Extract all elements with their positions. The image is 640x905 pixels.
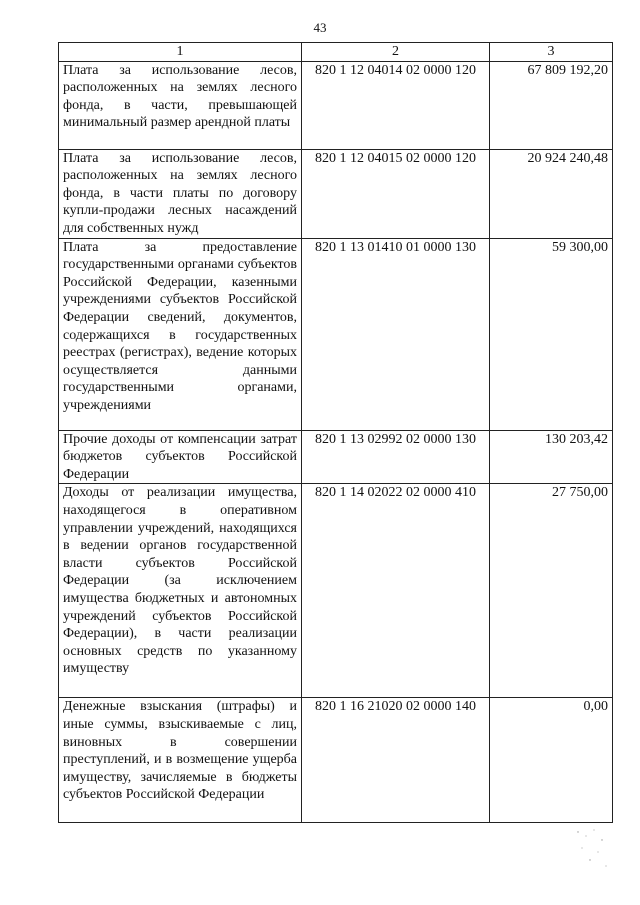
- revenue-amount: 130 203,42: [490, 430, 613, 484]
- scan-specks: [572, 826, 612, 876]
- budget-classification-code: 820 1 12 04015 02 0000 120: [302, 149, 490, 238]
- revenue-description: Прочие доходы от компенсации затрат бюджетов субъектов Российской Федерации: [59, 430, 302, 484]
- revenue-description: Плата за использование лесов, расположенных на землях лесного фонда, в части, превышающей минимальный размер арендной платы: [59, 61, 302, 149]
- budget-classification-code: 820 1 14 02022 02 0000 410: [302, 484, 490, 698]
- table-header-row: [59, 43, 613, 62]
- column-header-1: 1: [59, 43, 302, 62]
- table-row: [59, 484, 613, 698]
- column-header-2: 2: [302, 43, 490, 62]
- revenue-description: Денежные взыскания (штрафы) и иные суммы, взыскиваемые с лиц, виновных в совершении преступлений, и в возмещение ущерба имуществу, зачисляемые в бюджеты субъектов Российской Федерации: [59, 698, 302, 823]
- revenue-amount: 27 750,00: [490, 484, 613, 698]
- revenue-description: Плата за использование лесов, расположенных на землях лесного фонда, в части платы по договору купли-продажи лесных насаждений для собственных нужд: [59, 149, 302, 238]
- column-header-3: 3: [490, 43, 613, 62]
- table-row: [59, 61, 613, 149]
- page-number: 43: [313, 20, 327, 35]
- table-row: [59, 430, 613, 484]
- revenue-amount: 0,00: [490, 698, 613, 823]
- revenue-amount: 59 300,00: [490, 238, 613, 430]
- revenue-table: [58, 42, 613, 823]
- table-row: [59, 238, 613, 430]
- table-row: [59, 698, 613, 823]
- budget-classification-code: 820 1 12 04014 02 0000 120: [302, 61, 490, 149]
- table-row: [59, 149, 613, 238]
- budget-classification-code: 820 1 13 02992 02 0000 130: [302, 430, 490, 484]
- revenue-amount: 20 924 240,48: [490, 149, 613, 238]
- budget-classification-code: 820 1 16 21020 02 0000 140: [302, 698, 490, 823]
- budget-classification-code: 820 1 13 01410 01 0000 130: [302, 238, 490, 430]
- revenue-amount: 67 809 192,20: [490, 61, 613, 149]
- revenue-description: Доходы от реализации имущества, находящегося в оперативном управлении учреждений, находящихся в ведении органов государственной власти субъектов Российской Федерации (за исключением имущества бюджетных и автономных учреждений субъектов Российской Федерации), в части реализации основных средств по указанному имуществу: [59, 484, 302, 698]
- revenue-description: Плата за предоставление государственными органами субъектов Российской Федерации, казенными учреждениями субъектов Российской Федерации сведений, документов, содержащихся в государственных реестрах (регистрах), ведение которых осуществляется данными государственными органами, учреждениями: [59, 238, 302, 430]
